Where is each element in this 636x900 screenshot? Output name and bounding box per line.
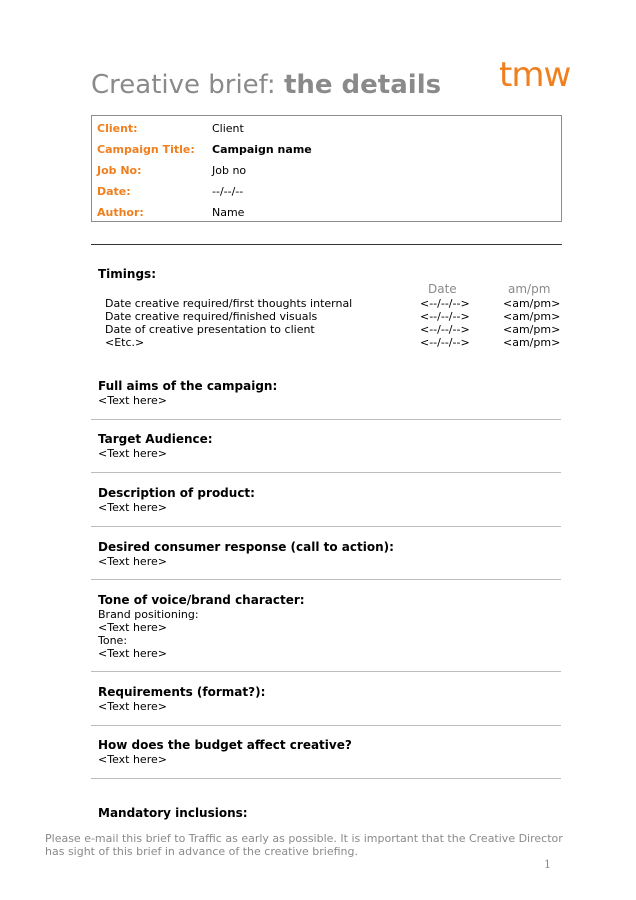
section-divider (91, 579, 561, 580)
timings-title: Timings: (98, 267, 156, 281)
section-text: <Text here> (98, 753, 167, 766)
tmw-logo: tmw (499, 55, 571, 95)
job-value: Job no (212, 164, 247, 177)
author-value: Name (212, 206, 245, 219)
section-aims (98, 379, 561, 407)
client-label: Client: (97, 122, 138, 135)
section-title: Desired consumer response (call to action): (98, 540, 394, 554)
section-title: Target Audience: (98, 432, 213, 446)
section-title: How does the budget affect creative? (98, 738, 352, 752)
campaign-value: Campaign name (212, 143, 312, 156)
section-divider (91, 526, 561, 527)
section-text: Tone: (98, 634, 128, 647)
section-divider (91, 671, 561, 672)
timings-ampm-header: am/pm (508, 282, 551, 296)
section-title: Full aims of the campaign: (98, 379, 278, 393)
header-divider (91, 244, 562, 245)
section-title: Tone of voice/brand character: (98, 593, 305, 607)
footer-note: Please e-mail this brief to Traffic as early as possible. It is important that the Creative Director has sight of this brief in advance of the creative briefing. (45, 832, 563, 858)
section-requirements (98, 685, 561, 713)
page-title (91, 70, 441, 100)
section-mandatory (98, 806, 561, 821)
section-audience (98, 432, 561, 460)
timing-label: Date of creative presentation to client (105, 323, 315, 336)
date-label: Date: (97, 185, 131, 198)
timing-label: Date creative required/first thoughts internal (105, 297, 353, 310)
timing-date: <--/--/--> (420, 297, 470, 310)
section-product (98, 486, 561, 514)
client-value: Client (212, 122, 244, 135)
section-text: <Text here> (98, 555, 167, 568)
timing-ampm: <am/pm> (503, 336, 561, 349)
page-number: 1 (544, 858, 551, 871)
section-tone (98, 593, 561, 660)
section-title: Description of product: (98, 486, 255, 500)
timing-date: <--/--/--> (420, 310, 470, 323)
section-divider (91, 778, 561, 779)
section-text: <Text here> (98, 700, 167, 713)
section-title: Mandatory inclusions: (98, 806, 248, 820)
section-title: Requirements (format?): (98, 685, 266, 699)
timing-ampm: <am/pm> (503, 323, 561, 336)
section-divider (91, 472, 561, 473)
timing-row (105, 336, 561, 349)
timing-row (105, 297, 561, 310)
job-label: Job No: (97, 164, 142, 177)
section-divider (91, 419, 561, 420)
timing-date: <--/--/--> (420, 336, 470, 349)
section-budget (98, 738, 561, 766)
title-prefix: Creative brief: (91, 70, 284, 100)
timings-date-header: Date (428, 282, 457, 296)
timing-ampm: <am/pm> (503, 310, 561, 323)
section-response (98, 540, 561, 568)
title-bold: the details (283, 70, 442, 100)
timing-row (105, 310, 561, 323)
timing-date: <--/--/--> (420, 323, 470, 336)
section-text: <Text here> (98, 447, 167, 460)
campaign-label: Campaign Title: (97, 143, 195, 156)
date-value: --/--/-- (212, 185, 244, 198)
project-info-box (91, 115, 562, 222)
timing-row (105, 323, 561, 336)
section-text: <Text here> (98, 394, 167, 407)
section-text: <Text here> (98, 621, 167, 634)
section-text: Brand positioning: (98, 608, 199, 621)
section-text: <Text here> (98, 647, 167, 660)
section-text: <Text here> (98, 501, 167, 514)
timing-label: <Etc.> (105, 336, 145, 349)
timing-label: Date creative required/finished visuals (105, 310, 318, 323)
section-divider (91, 725, 561, 726)
timing-ampm: <am/pm> (503, 297, 561, 310)
author-label: Author: (97, 206, 144, 219)
